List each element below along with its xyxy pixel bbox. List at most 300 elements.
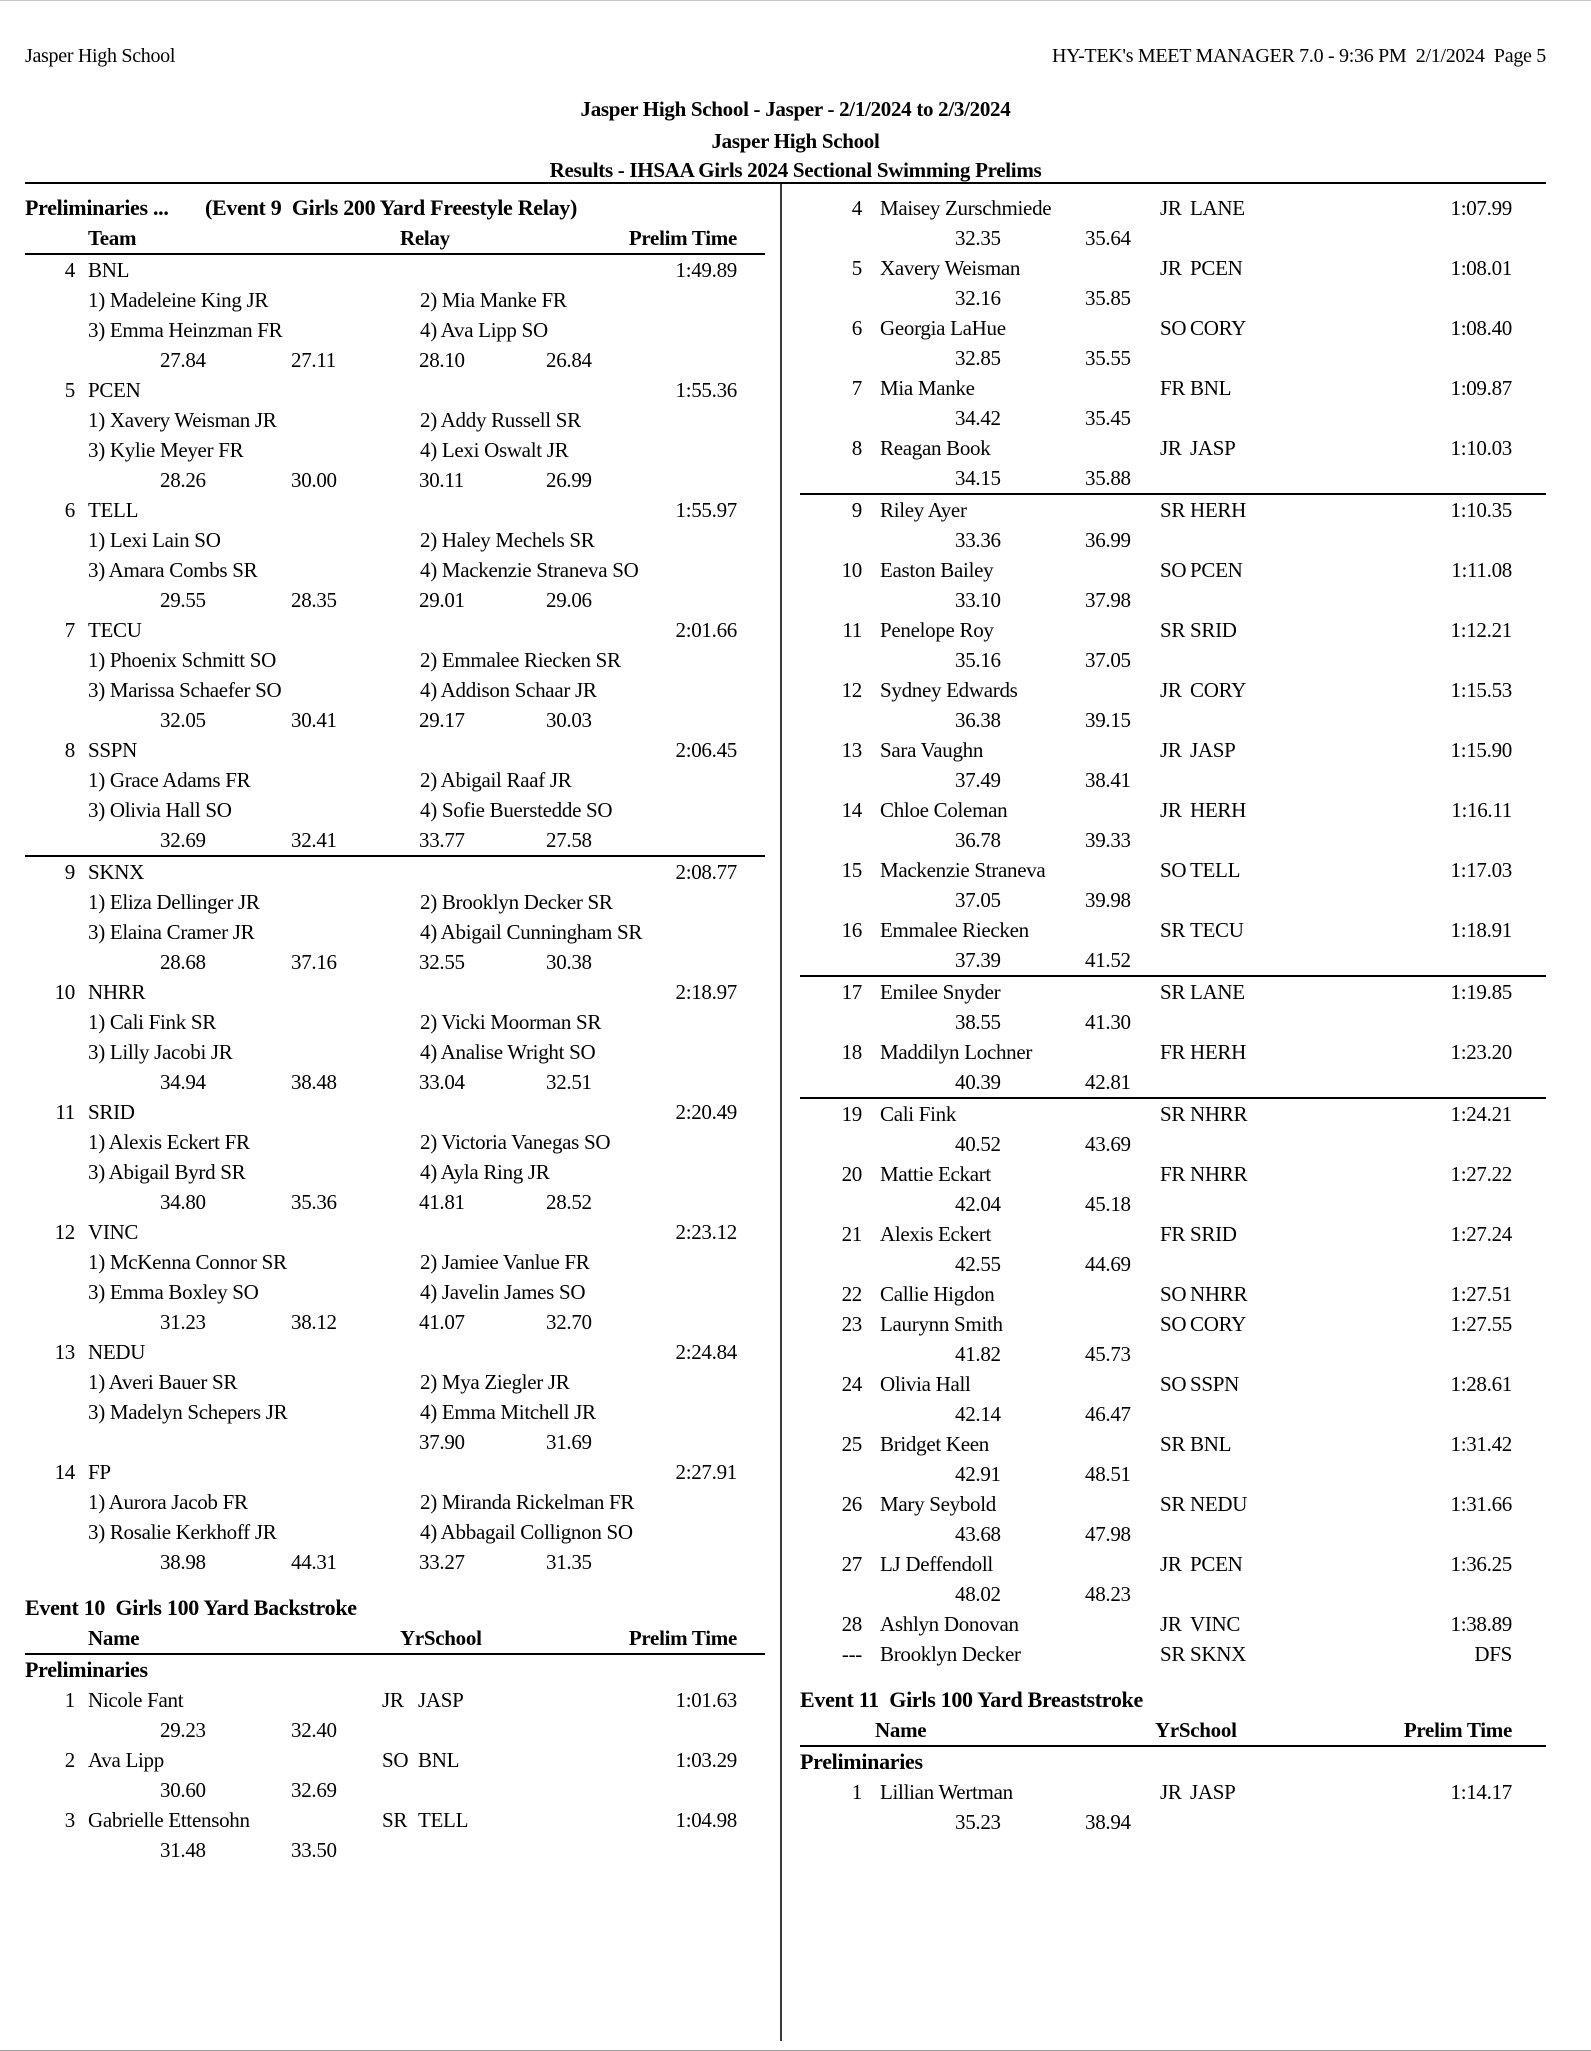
swimmer-name: Penelope Roy (880, 618, 994, 642)
split-time: 32.70 (546, 1310, 592, 1334)
split-time: 42.81 (1085, 1070, 1131, 1094)
preliminaries-continued-label: Preliminaries ... (25, 195, 169, 220)
swimmer-entry (25, 1685, 765, 1745)
relay-swimmer: 4) Lexi Oswalt JR (420, 438, 569, 462)
split-time: 43.68 (955, 1522, 1001, 1546)
prelim-time: 1:10.35 (1450, 498, 1512, 522)
swimmer-name: Bridget Keen (880, 1432, 989, 1456)
rank: 11 (842, 618, 862, 642)
split-time: 30.41 (291, 708, 337, 732)
results-title: Results - IHSAA Girls 2024 Sectional Swimming Prelims (549, 158, 1042, 182)
class-year: JR (1160, 678, 1182, 702)
split-time: 48.23 (1085, 1582, 1131, 1606)
rank: 10 (54, 980, 75, 1004)
split-time: 26.99 (546, 468, 592, 492)
event10-results-left (25, 1685, 765, 1865)
class-year: JR (1160, 1552, 1182, 1576)
school-code: BNL (418, 1748, 460, 1772)
rank: 15 (841, 858, 862, 882)
team-name: NHRR (88, 980, 146, 1004)
swimmer-entry (800, 795, 1546, 855)
rank: 3 (64, 1808, 75, 1832)
split-time: 27.84 (160, 348, 206, 372)
split-time: 37.16 (291, 950, 337, 974)
relay-entry (25, 977, 765, 1097)
relay-swimmer: 3) Madelyn Schepers JR (88, 1400, 288, 1424)
school-code: VINC (1190, 1612, 1241, 1636)
swimmer-entry (800, 855, 1546, 915)
split-time: 29.23 (160, 1718, 206, 1742)
prelim-time: 2:24.84 (675, 1340, 737, 1364)
team-name: PCEN (88, 378, 141, 402)
school-code: JASP (418, 1688, 464, 1712)
swimmer-entry (800, 1159, 1546, 1219)
class-year: SR (1160, 980, 1186, 1004)
split-time: 47.98 (1085, 1522, 1131, 1546)
swimmer-name: Lillian Wertman (880, 1780, 1013, 1804)
relay-swimmer: 3) Kylie Meyer FR (88, 438, 244, 462)
school-code: BNL (1190, 1432, 1232, 1456)
swimmer-name: Gabrielle Ettensohn (88, 1808, 250, 1832)
swimmer-entry (800, 977, 1546, 1037)
split-time: 45.73 (1085, 1342, 1131, 1366)
relay-swimmer: 2) Mia Manke FR (420, 288, 567, 312)
swimmer-name: Mary Seybold (880, 1492, 996, 1516)
split-time: 35.64 (1085, 226, 1131, 250)
rank: 18 (841, 1040, 862, 1064)
split-time: 37.98 (1085, 588, 1131, 612)
rank: 25 (841, 1432, 862, 1456)
school-code: PCEN (1190, 1552, 1243, 1576)
class-year: SR (1160, 1432, 1186, 1456)
prelim-time: 1:31.66 (1450, 1492, 1512, 1516)
prelim-time: 2:01.66 (675, 618, 737, 642)
swimmer-entry (800, 1279, 1546, 1309)
prelim-time: 2:23.12 (675, 1220, 737, 1244)
swimmer-entry (800, 555, 1546, 615)
swimmer-entry (800, 1489, 1546, 1549)
header-right-text: HY-TEK's MEET MANAGER 7.0 - 9:36 PM 2/1/2024 Page 5 (1052, 45, 1546, 67)
split-time: 33.27 (419, 1550, 465, 1574)
section-gap (800, 1669, 1546, 1685)
rank: 8 (64, 738, 75, 762)
split-time: 40.52 (955, 1132, 1001, 1156)
prelim-time: 1:49.89 (675, 258, 737, 282)
class-year: SO (1160, 1312, 1187, 1336)
prelim-time: 1:27.24 (1450, 1222, 1512, 1246)
column-header-yrschool: YrSchool (1155, 1718, 1237, 1742)
column-header-name: Name (875, 1718, 927, 1742)
swimmer-name: LJ Deffendoll (880, 1552, 993, 1576)
split-time: 34.94 (160, 1070, 206, 1094)
relay-swimmer: 1) Madeleine King JR (88, 288, 269, 312)
split-time: 39.15 (1085, 708, 1131, 732)
rank: 4 (64, 258, 75, 282)
relay-swimmer: 4) Abigail Cunningham SR (420, 920, 643, 944)
prelim-time: 1:07.99 (1450, 196, 1512, 220)
class-year: SO (1160, 858, 1187, 882)
rank: 12 (54, 1220, 75, 1244)
split-time: 40.39 (955, 1070, 1001, 1094)
relay-swimmer: 1) McKenna Connor SR (88, 1250, 287, 1274)
prelim-time: DFS (1474, 1642, 1512, 1666)
rank: 8 (851, 436, 862, 460)
swimmer-name: Callie Higdon (880, 1282, 995, 1306)
meet-title: Jasper High School - Jasper - 2/1/2024 to 2/3/2024 (580, 97, 1011, 121)
school-code: NEDU (1190, 1492, 1248, 1516)
split-time: 38.12 (291, 1310, 337, 1334)
prelim-time: 1:28.61 (1450, 1372, 1512, 1396)
class-year: SO (382, 1748, 409, 1772)
split-time: 32.41 (291, 828, 337, 852)
split-time: 42.04 (955, 1192, 1001, 1216)
prelim-time: 1:38.89 (1450, 1612, 1512, 1636)
rank: 13 (841, 738, 862, 762)
prelim-time: 1:08.40 (1450, 316, 1512, 340)
rank: 1 (851, 1780, 862, 1804)
split-time: 32.16 (955, 286, 1001, 310)
preliminaries-label: Preliminaries (25, 1657, 148, 1682)
relay-swimmer: 2) Abigail Raaf JR (420, 768, 572, 792)
split-time: 38.94 (1085, 1810, 1131, 1834)
split-time: 37.39 (955, 948, 1001, 972)
header-rule (25, 182, 1546, 184)
swimmer-entry (800, 495, 1546, 555)
split-time: 31.69 (546, 1430, 592, 1454)
school-code: PCEN (1190, 558, 1243, 582)
relay-swimmer: 3) Abigail Byrd SR (88, 1160, 246, 1184)
class-year: FR (1160, 1040, 1186, 1064)
split-time: 36.38 (955, 708, 1001, 732)
relay-swimmer: 2) Mya Ziegler JR (420, 1370, 570, 1394)
school-code: HERH (1190, 798, 1246, 822)
school-code: SKNX (1190, 1642, 1246, 1666)
prelim-time: 2:27.91 (675, 1460, 737, 1484)
rank: 14 (54, 1460, 75, 1484)
rank: 21 (841, 1222, 862, 1246)
prelim-time: 1:27.51 (1450, 1282, 1512, 1306)
split-time: 34.15 (955, 466, 1001, 490)
right-column (800, 193, 1546, 1837)
swimmer-entry (800, 373, 1546, 433)
relay-swimmer: 2) Miranda Rickelman FR (420, 1490, 635, 1514)
rank: 9 (64, 860, 75, 884)
school-code: CORY (1190, 316, 1246, 340)
rank: 16 (841, 918, 862, 942)
split-time: 35.23 (955, 1810, 1001, 1834)
swimmer-name: Georgia LaHue (880, 316, 1006, 340)
split-time: 44.69 (1085, 1252, 1131, 1276)
column-header-yrschool: YrSchool (400, 1626, 482, 1650)
swimmer-name: Maisey Zurschmiede (880, 196, 1052, 220)
relay-swimmer: 1) Cali Fink SR (88, 1010, 216, 1034)
relay-swimmer: 4) Ayla Ring JR (420, 1160, 550, 1184)
swimmer-name: Reagan Book (880, 436, 991, 460)
school-code: JASP (1190, 738, 1236, 762)
split-time: 28.52 (546, 1190, 592, 1214)
swimmer-name: Ashlyn Donovan (880, 1612, 1019, 1636)
relay-entry (25, 255, 765, 375)
split-time: 33.36 (955, 528, 1001, 552)
prelim-time: 1:14.17 (1450, 1780, 1512, 1804)
school-code: TELL (418, 1808, 469, 1832)
rank: 20 (841, 1162, 862, 1186)
class-year: FR (1160, 1222, 1186, 1246)
relay-swimmer: 3) Emma Boxley SO (88, 1280, 259, 1304)
event11-heading (800, 1685, 1546, 1715)
rank: --- (841, 1642, 862, 1666)
relay-swimmer: 4) Emma Mitchell JR (420, 1400, 596, 1424)
relay-entry (25, 495, 765, 615)
split-time: 33.10 (955, 588, 1001, 612)
relay-swimmer: 2) Haley Mechels SR (420, 528, 595, 552)
relay-swimmer: 2) Vicki Moorman SR (420, 1010, 602, 1034)
swimmer-entry (800, 1777, 1546, 1837)
split-time: 37.05 (1085, 648, 1131, 672)
prelim-time: 1:31.42 (1450, 1432, 1512, 1456)
relay-swimmer: 3) Amara Combs SR (88, 558, 258, 582)
team-name: BNL (88, 258, 130, 282)
split-time: 29.01 (419, 588, 465, 612)
team-name: SKNX (88, 860, 144, 884)
rank: 26 (841, 1492, 862, 1516)
swimmer-entry (800, 915, 1546, 977)
event11-column-headers (800, 1715, 1546, 1747)
relay-swimmer: 2) Emmalee Riecken SR (420, 648, 621, 672)
swimmer-entry (800, 1369, 1546, 1429)
relay-entry (25, 1097, 765, 1217)
split-time: 28.10 (419, 348, 465, 372)
swimmer-entry (25, 1745, 765, 1805)
school-code: TECU (1190, 918, 1244, 942)
split-time: 30.00 (291, 468, 337, 492)
left-column (25, 193, 765, 1865)
class-year: JR (1160, 196, 1182, 220)
rank: 17 (841, 980, 862, 1004)
rank: 24 (841, 1372, 862, 1396)
prelim-time: 2:06.45 (675, 738, 737, 762)
split-time: 42.55 (955, 1252, 1001, 1276)
team-name: TELL (88, 498, 139, 522)
column-header-prelim-time: Prelim Time (1403, 1718, 1512, 1742)
swimmer-name: Brooklyn Decker (880, 1642, 1021, 1666)
prelim-time: 1:15.90 (1450, 738, 1512, 762)
prelim-time: 1:01.63 (675, 1688, 737, 1712)
split-time: 30.60 (160, 1778, 206, 1802)
header-left-text: Jasper High School (25, 45, 176, 67)
relay-swimmer: 4) Abbagail Collignon SO (420, 1520, 633, 1544)
swimmer-name: Mackenzie Straneva (880, 858, 1046, 882)
split-time: 33.77 (419, 828, 465, 852)
prelim-time: 1:55.36 (675, 378, 737, 402)
rank: 28 (841, 1612, 862, 1636)
swimmer-entry (800, 1609, 1546, 1639)
class-year: JR (1160, 798, 1182, 822)
split-time: 26.84 (546, 348, 592, 372)
swimmer-name: Sara Vaughn (880, 738, 984, 762)
event9-heading (25, 193, 765, 223)
prelim-time: 1:19.85 (1450, 980, 1512, 1004)
rank: 10 (841, 558, 862, 582)
class-year: JR (1160, 1612, 1182, 1636)
school-code: NHRR (1190, 1102, 1248, 1126)
relay-swimmer: 2) Brooklyn Decker SR (420, 890, 613, 914)
class-year: JR (1160, 1780, 1182, 1804)
prelim-time: 1:11.08 (1451, 558, 1512, 582)
column-divider (780, 184, 782, 2041)
school-code: LANE (1190, 196, 1245, 220)
class-year: SO (1160, 1372, 1187, 1396)
school-code: NHRR (1190, 1162, 1248, 1186)
swimmer-name: Ava Lipp (88, 1748, 164, 1772)
split-time: 32.85 (955, 346, 1001, 370)
page-header (25, 45, 1546, 71)
rank: 1 (64, 1688, 75, 1712)
prelim-time: 1:27.55 (1450, 1312, 1512, 1336)
relay-swimmer: 4) Mackenzie Straneva SO (420, 558, 639, 582)
split-time: 28.35 (291, 588, 337, 612)
swimmer-entry (800, 675, 1546, 735)
school-code: CORY (1190, 678, 1246, 702)
split-time: 35.45 (1085, 406, 1131, 430)
relay-swimmer: 4) Javelin James SO (420, 1280, 586, 1304)
split-time: 32.05 (160, 708, 206, 732)
rank: 27 (841, 1552, 862, 1576)
split-time: 42.91 (955, 1462, 1001, 1486)
swimmer-entry (800, 1219, 1546, 1279)
column-header-name: Name (88, 1626, 140, 1650)
prelim-time: 2:18.97 (675, 980, 737, 1004)
split-time: 32.35 (955, 226, 1001, 250)
split-time: 27.11 (291, 348, 336, 372)
swimmer-name: Alexis Eckert (880, 1222, 991, 1246)
prelim-time: 1:27.22 (1450, 1162, 1512, 1186)
host-school: Jasper High School (711, 129, 880, 153)
prelim-time: 2:20.49 (675, 1100, 737, 1124)
split-time: 39.33 (1085, 828, 1131, 852)
swimmer-entry (25, 1805, 765, 1865)
relay-swimmer: 4) Ava Lipp SO (420, 318, 548, 342)
split-time: 34.80 (160, 1190, 206, 1214)
split-time: 31.35 (546, 1550, 592, 1574)
split-time: 48.51 (1085, 1462, 1131, 1486)
swimmer-entry (800, 1099, 1546, 1159)
class-year: JR (1160, 436, 1182, 460)
school-code: SRID (1190, 618, 1237, 642)
class-year: SR (1160, 1492, 1186, 1516)
relay-swimmer: 1) Lexi Lain SO (88, 528, 221, 552)
team-name: TECU (88, 618, 142, 642)
split-time: 38.48 (291, 1070, 337, 1094)
class-year: SO (1160, 1282, 1187, 1306)
relay-entry (25, 735, 765, 857)
section-gap (25, 1577, 765, 1593)
school-code: SSPN (1190, 1372, 1240, 1396)
split-time: 37.05 (955, 888, 1001, 912)
relay-entry (25, 375, 765, 495)
split-time: 31.23 (160, 1310, 206, 1334)
event9-title: (Event 9 Girls 200 Yard Freestyle Relay) (205, 195, 578, 220)
split-time: 46.47 (1085, 1402, 1131, 1426)
rank: 5 (851, 256, 862, 280)
relay-swimmer: 2) Addy Russell SR (420, 408, 581, 432)
split-time: 43.69 (1085, 1132, 1131, 1156)
prelim-time: 1:24.21 (1450, 1102, 1512, 1126)
swimmer-entry (800, 1309, 1546, 1369)
event9-results (25, 255, 765, 1577)
event11-title: Event 11 Girls 100 Yard Breaststroke (800, 1687, 1143, 1712)
prelim-time: 1:17.03 (1450, 858, 1512, 882)
split-time: 33.04 (419, 1070, 465, 1094)
relay-swimmer: 1) Alexis Eckert FR (88, 1130, 250, 1154)
rank: 11 (55, 1100, 75, 1124)
swimmer-name: Chloe Coleman (880, 798, 1008, 822)
school-code: TELL (1190, 858, 1241, 882)
split-time: 30.03 (546, 708, 592, 732)
rank: 23 (841, 1312, 862, 1336)
swimmer-entry (800, 1639, 1546, 1669)
preliminaries-label: Preliminaries (800, 1749, 923, 1774)
swimmer-entry (800, 313, 1546, 373)
split-time: 35.85 (1085, 286, 1131, 310)
split-time: 35.55 (1085, 346, 1131, 370)
split-time: 28.68 (160, 950, 206, 974)
split-time: 35.88 (1085, 466, 1131, 490)
relay-swimmer: 3) Lilly Jacobi JR (88, 1040, 233, 1064)
class-year: SR (1160, 1102, 1186, 1126)
rank: 14 (841, 798, 862, 822)
team-name: VINC (88, 1220, 139, 1244)
split-time: 41.30 (1085, 1010, 1131, 1034)
school-code: HERH (1190, 1040, 1246, 1064)
prelim-time: 1:10.03 (1450, 436, 1512, 460)
split-time: 39.98 (1085, 888, 1131, 912)
split-time: 36.99 (1085, 528, 1131, 552)
rank: 22 (841, 1282, 862, 1306)
swimmer-entry (800, 735, 1546, 795)
class-year: JR (1160, 256, 1182, 280)
relay-entry (25, 1217, 765, 1337)
school-code: PCEN (1190, 256, 1243, 280)
prelim-time: 1:15.53 (1450, 678, 1512, 702)
column-header-prelim-time: Prelim Time (628, 1626, 737, 1650)
class-year: SO (1160, 316, 1187, 340)
split-time: 32.69 (160, 828, 206, 852)
swimmer-name: Laurynn Smith (880, 1312, 1003, 1336)
split-time: 29.17 (419, 708, 465, 732)
swimmer-entry (800, 433, 1546, 495)
split-time: 41.07 (419, 1310, 465, 1334)
swimmer-entry (800, 1037, 1546, 1099)
relay-swimmer: 1) Averi Bauer SR (88, 1370, 238, 1394)
swimmer-entry (800, 1549, 1546, 1609)
split-time: 37.90 (419, 1430, 465, 1454)
prelim-time: 1:09.87 (1450, 376, 1512, 400)
school-code: HERH (1190, 498, 1246, 522)
team-name: NEDU (88, 1340, 146, 1364)
relay-entry (25, 615, 765, 735)
swimmer-name: Emilee Snyder (880, 980, 1001, 1004)
relay-swimmer: 1) Aurora Jacob FR (88, 1490, 248, 1514)
swimmer-name: Xavery Weisman (880, 256, 1021, 280)
prelim-time: 1:08.01 (1450, 256, 1512, 280)
split-time: 29.06 (546, 588, 592, 612)
relay-swimmer: 1) Phoenix Schmitt SO (88, 648, 276, 672)
split-time: 41.82 (955, 1342, 1001, 1366)
split-time: 30.11 (419, 468, 464, 492)
split-time: 41.52 (1085, 948, 1131, 972)
swimmer-entry (800, 1429, 1546, 1489)
